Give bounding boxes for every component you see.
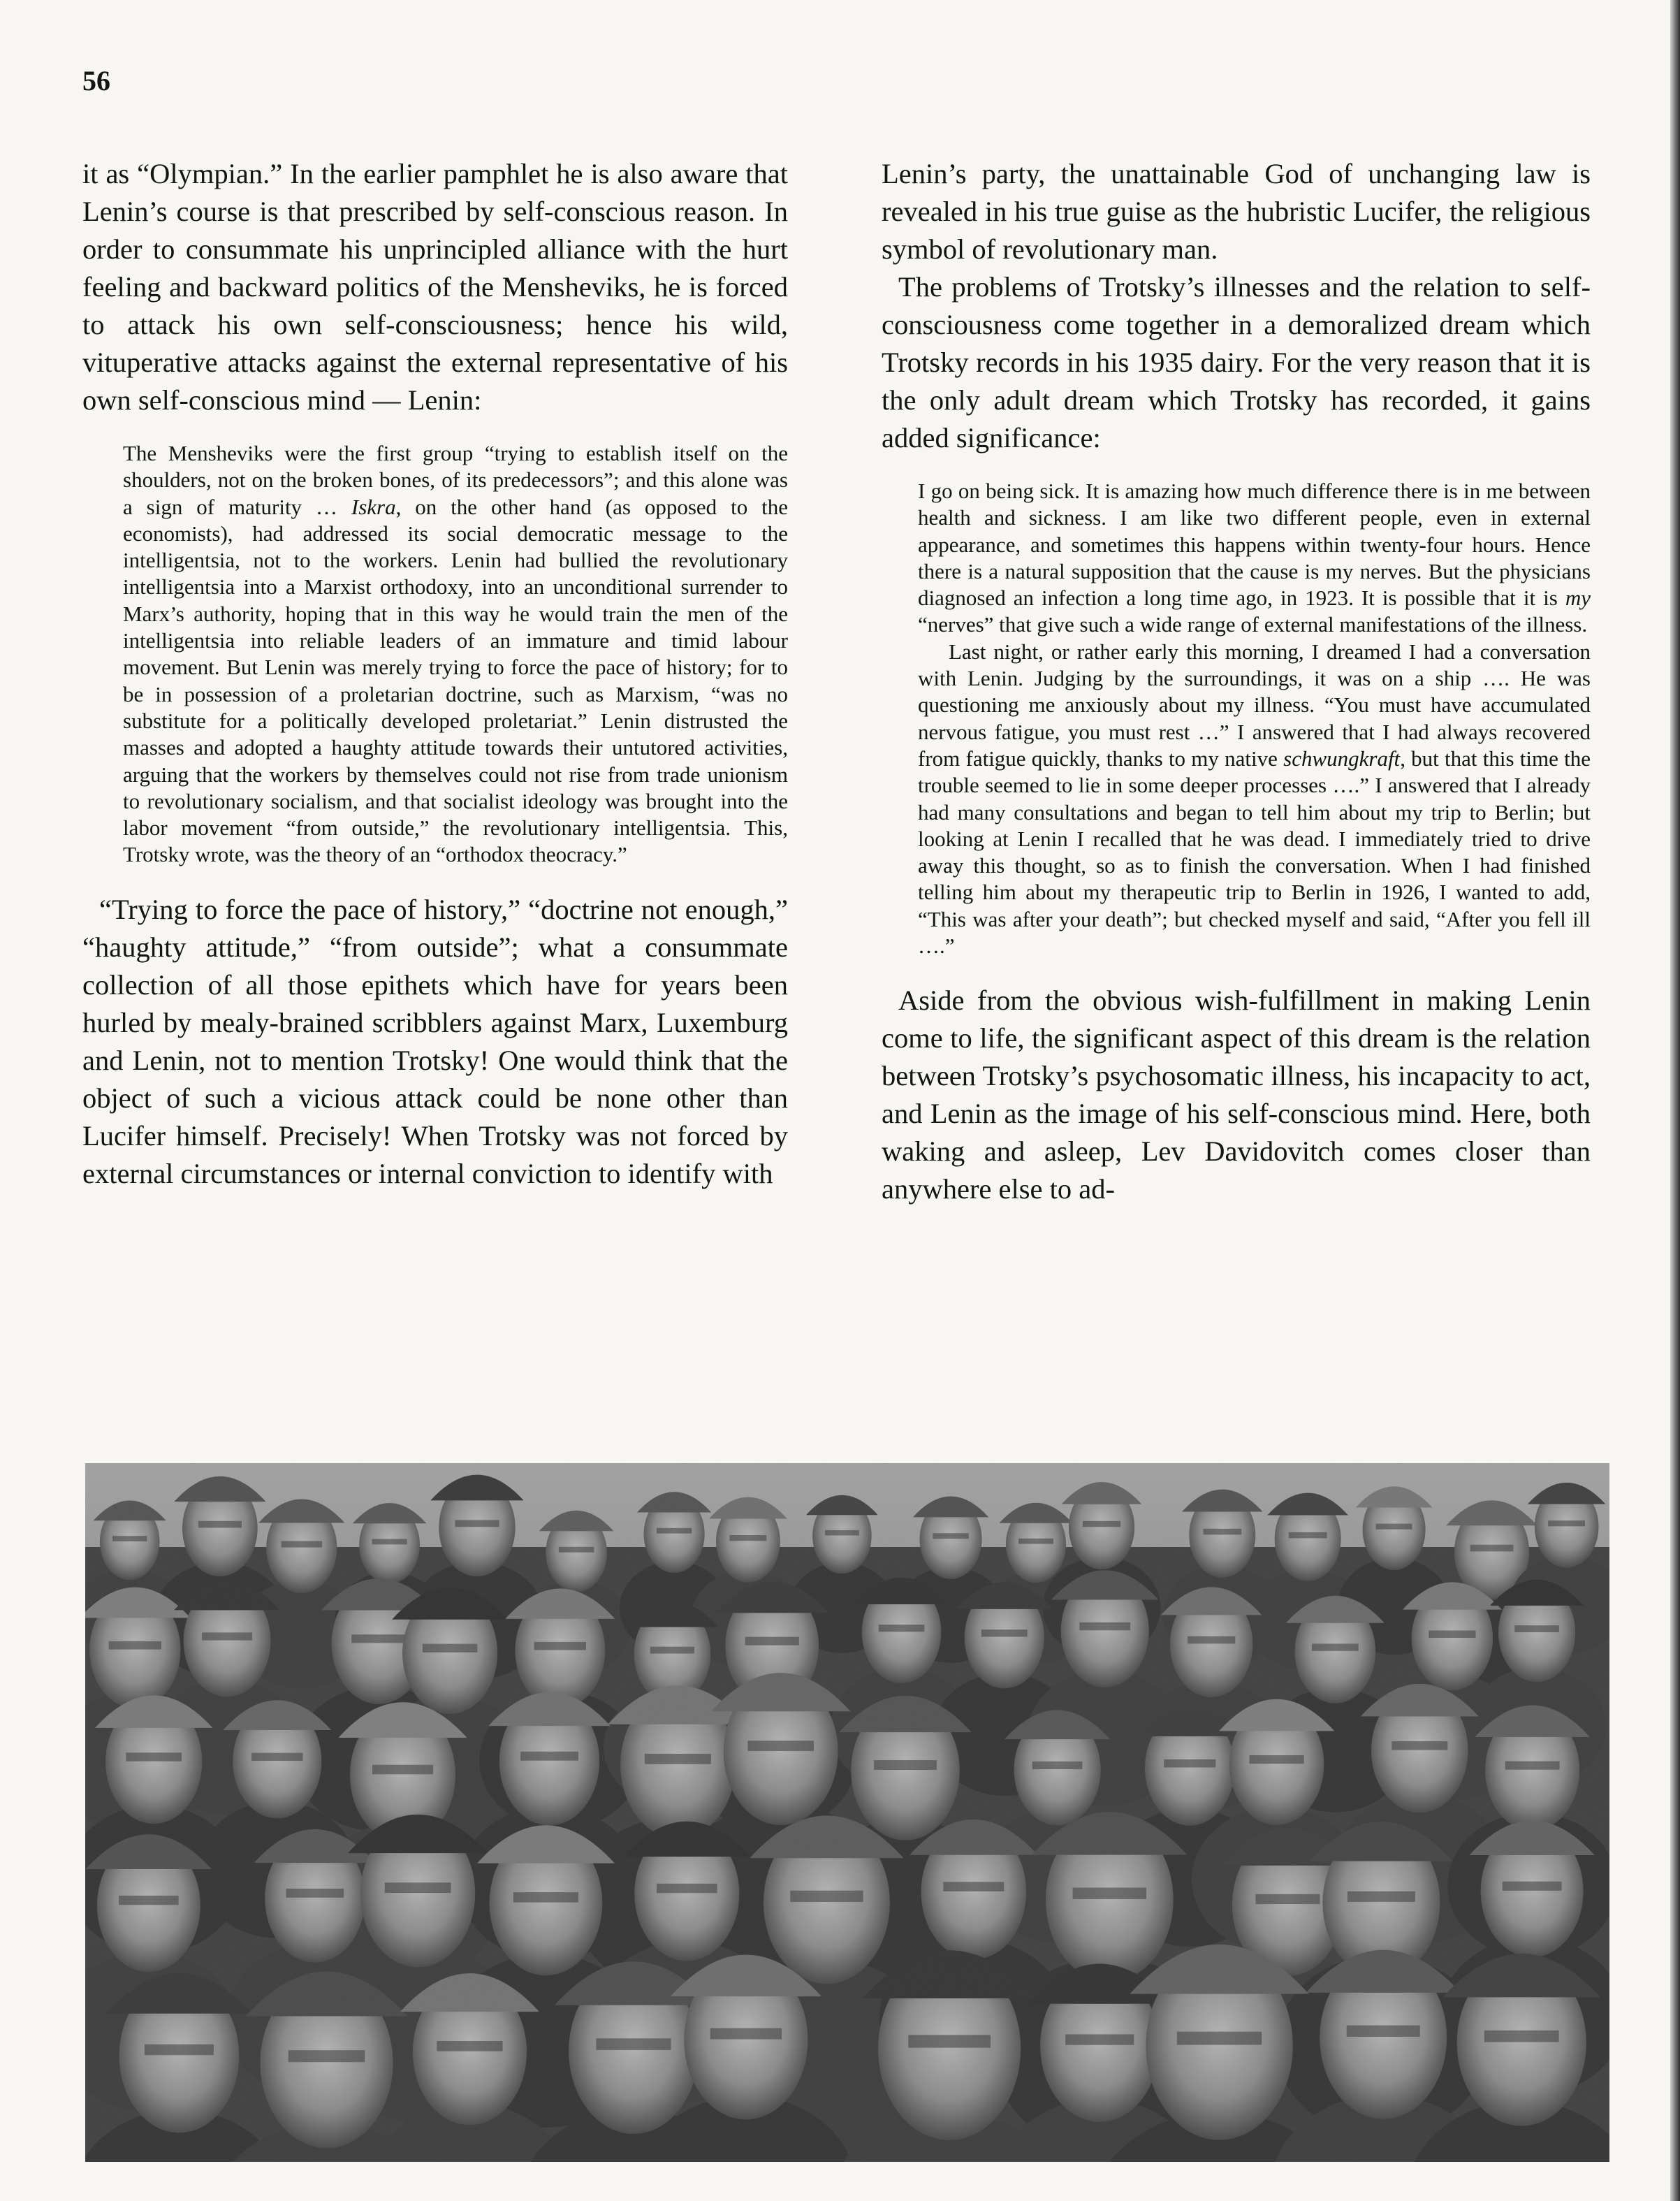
right-block-quote [918,478,1591,959]
quote-text-part: Last night, or rather early this morning, I dreamed I had a conversation with Lenin. Judging by the surroundings, it was on a ship …. He was questioning me anxiously about my illness. “You must have accumulated nervous fatigue, you must rest …” I answered that I had always recovered from fatigue quickly, thanks to my native [918,639,1591,771]
right-paragraph-3: Aside from the obvious wish-fulfillment in making Lenin come to life, the significant aspect of this dream is the relation between Trotsky’s psychosomatic illness, his incapacity to act, and Lenin as the image of his self-conscious mind. Here, both waking and asleep, Lev Davidovitch comes closer than anywhere else to ad- [882,985,1591,1205]
left-paragraph-2: “Trying to force the pace of history,” “doctrine not enough,” “haughty attitude,” “from outside”; what a consummate collection of all those epithets which have for years been hurled by mealy-brained scribblers against Marx, Luxemburg and Lenin, not to mention Trotsky! One would think that the object of such a vicious attack could be none other than Lucifer himself. Precisely! When Trotsky was not forced by external circumstances or internal conviction to identify with [82,893,788,1189]
quote-text-part: , but that this time the trouble seemed to lie in some deeper processes ….” I answered that I already had many consultations and began to tell him about my trip to Berlin; but looking at Lenin I recalled that he was dead. I immediately tried to drive away this thought, so as to finish the conversation. When I had finished telling him about my therapeutic trip to Berlin in 1926, I wanted to add, “This was after your death”; but checked myself and said, “After you fell ill ….” [918,746,1591,959]
page-number: 56 [82,65,110,96]
crowd-photo-illustration [85,1463,1609,2162]
quote-text-part: , on the other hand (as opposed to the economists), had addressed its social democratic message to the intelligentsia, not to the workers. Lenin had bullied the revolutionary intelligentsia into a Marxist orthodoxy, into an unconditional surrender to Marx’s authority, hoping that in this way he would train the men of the intelligentsia into reliable leaders of an immature and timid labour movement. But Lenin was merely trying to force the pace of history; for to be in possession of a proletarian doctrine, such as Marxism, “was no substitute for a politically developed proletariat.” Lenin distrusted the masses and adopted a haughty attitude towards their untutored activities, arguing that the workers by themselves could not rise from trade unionism to revolutionary socialism, and that socialist ideology was brought into the labor movement “from outside,” the revolutionary intelligentsia. This, Trotsky wrote, was the theory of an “orthodox theocracy.” [123,494,788,867]
quote-text-part: I go on being sick. It is amazing how much difference there is in me between health and sickness. I am like two different people, even in external appearance, and sometimes this happens within twenty-four hours. Hence there is a natural supposition that the cause is my nerves. But the physicians diagnosed an infection a long time ago, in 1923. It is possible that it is [918,479,1591,611]
right-quote-para-2 [918,639,1591,960]
left-quote-text [123,440,788,869]
my-italic: my [1565,586,1591,611]
crowd-photograph [85,1463,1609,2162]
right-column [882,155,1591,1208]
right-quote-para-1 [918,478,1591,639]
page-edge-shadow [1670,0,1680,2201]
iskra-italic: Iskra [351,494,396,519]
left-column [82,155,788,1193]
quote-text-part: “nerves” that give such a wide range of external manifestations of the illness. [918,612,1588,637]
quote-text-part: The Mensheviks were the first group “trying to establish itself on the shoulders, not on the broken bones, of its predecessors”; and this alone was a sign of maturity … [123,441,788,519]
left-block-quote [123,440,788,869]
right-paragraph-1: Lenin’s party, the unattainable God of unchanging law is revealed in his true guise as the hubristic Lucifer, the religious symbol of revolutionary man. [882,158,1591,265]
schwungkraft-italic: schwungkraft [1283,746,1401,771]
right-paragraph-2: The problems of Trotsky’s illnesses and the relation to self-consciousness come together in a demoralized dream which Trotsky records in his 1935 dairy. For the very reason that it is the only adult dream which Trotsky has recorded, it gains added significance: [882,271,1591,453]
left-paragraph-1: it as “Olympian.” In the earlier pamphlet he is also aware that Lenin’s course is that prescribed by self-conscious reason. In order to consummate his unprincipled alliance with the hurt feeling and backward politics of the Mensheviks, he is forced to attack his own self-consciousness; hence his wild, vituperative attacks against the external representative of his own self-conscious mind — Lenin: [82,158,788,416]
